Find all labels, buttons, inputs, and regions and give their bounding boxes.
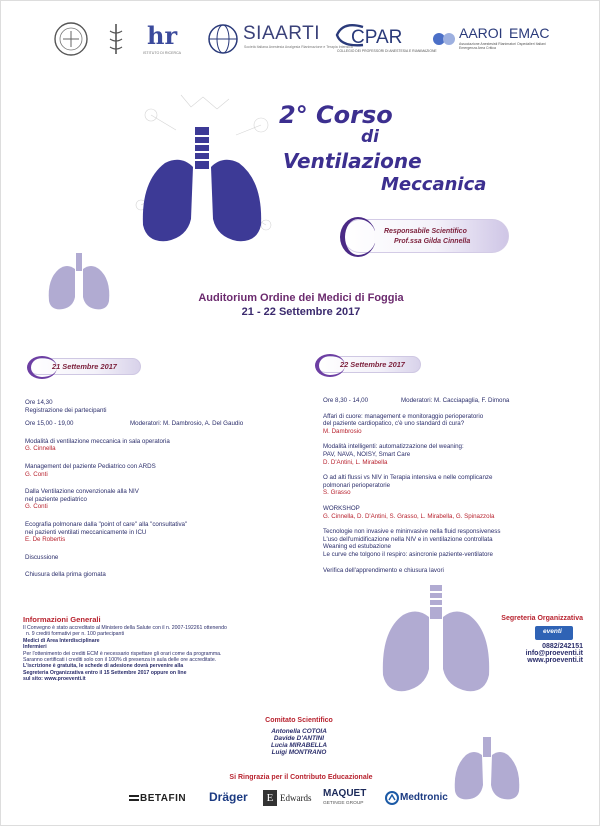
proeventi-logo-text: eventi [543,628,562,635]
segreteria-email[interactable]: info@proeventi.it [525,650,583,657]
course-title-line2: di [361,127,379,147]
comitato-member: Davide D'ANTINI [273,735,325,742]
cpar-logo-text: CPAR [351,27,403,48]
day2-program [323,397,593,574]
siaarti-logo-subtitle: Società Italiana Anestesia Analgesia Rianimazione e Terapia Intensiva [244,45,353,49]
comitato-heading: Comitato Scientifico [265,717,333,724]
course-title-line1: 2° Corso [279,101,393,129]
day2-item: WORKSHOP G. Cinnella, D. D'Antini, S. Grasso, L. Mirabella, G. Spinazzola [323,504,495,520]
hr-logo-subtitle: ISTITUTO DI RICERCA [143,51,182,55]
edwards-e-icon: E [263,790,277,806]
day2-date-pill [317,356,421,373]
responsabile-label: Responsabile Scientifico [384,228,467,235]
comitato-member: Antonella COTOIA [271,728,327,735]
sponsor-maquet-subtitle: GETINGE GROUP [323,801,364,806]
info-heading: Informazioni Generali [23,615,101,624]
day1-item: Ore 14,30 Registrazione dei partecipanti [25,399,107,414]
day2-item: Ore 8,30 - 14,00 Moderatori: M. Cacciapaglia, F. Dimona [323,397,510,404]
aaroi-logo-text: AAROI [459,25,503,41]
day1-date-pill [29,358,141,375]
day1-item: Ore 15,00 - 19,00 Moderatori: M. Dambrosio, A. Del Gaudio [25,420,244,428]
course-title-line4: Meccanica [381,174,487,195]
ordine-medici-seal-icon [53,21,89,57]
day1-item: Management del paziente Pediatrico con ARDS G. Conti [25,462,156,478]
large-lungs-right-icon [369,583,503,699]
day2-item: Tecnologie non invasive e mininvasive nella fluid responsiveness L'uso dell'umidificazione nella NIV e in ventilazione controllata Weaning ed estubazione Le curve che tolgono il respiro: asincronie paziente-ventilatore [323,528,501,558]
sponsor-medtronic: Medtronic [400,792,448,803]
siaarti-logo-text: SIAARTI [243,23,321,44]
comitato-scientifico [201,717,397,756]
siaarti-globe-icon [207,23,239,55]
hr-logo [141,19,191,59]
course-title-line3: Ventilazione [283,149,422,173]
segreteria [497,615,583,664]
segreteria-phone: 0882/242151 [542,643,583,650]
day1-item: Dalla Ventilazione convenzionale alla NIV nel paziente pediatrico G. Conti [25,488,139,511]
segreteria-heading: Segreteria Organizzativa [501,615,583,622]
day1-item: Modalità di ventilazione meccanica in sala operatoria G. Cinnella [25,437,170,453]
info-generali: Informazioni Generali Il Convegno è stato accreditato al Ministero della Salute con il n. 2007-192261 ottenendo n. 9 crediti formativi per n. 100 partecipanti Medici di Area Interdisciplinare Infermieri Per l'ottenimento dei crediti ECM è necessario rispettare gli orari come da programma. Saranno certificati i crediti solo con il 100% di presenza in aula delle ore accreditate. L'iscrizione è gratuita, le schede di adesione dovrà pervenire alla Segreteria Organizzativa entro il 15 Settembre 2017 oppure on line sul sito: www.proeventi.it [23,615,273,683]
caduceus-icon [105,21,127,57]
sponsor-drager: Dräger [209,790,248,804]
cpar-logo-subtitle: COLLEGIO DEI PROFESSORI DI ANESTESIA E RIANIMAZIONE [337,49,437,53]
comitato-member: Luigi MONTRANO [271,749,327,756]
sponsor-maquet: MAQUET [323,788,367,799]
sponsors-heading: Si Ringrazia per il Contributo Educazionale [229,774,373,781]
day2-item: Verifica dell'apprendimento e chiusura lavori [323,566,444,574]
segreteria-website[interactable]: www.proeventi.it [527,657,583,664]
day1-date-label: 21 Settembre 2017 [52,362,117,371]
day2-item: Modalità intelligenti: automatizzazione del weaning: PAV, NAVA, NOISY, Smart Care D. D'Antini, L. Mirabella [323,443,464,466]
day1-item: Discussione [25,553,59,561]
day1-program [25,399,295,579]
emac-logo-text: EMAC [509,25,550,41]
day1-item: Ecografia polmonare dalla "point of care" alla "consultativa" nei pazienti ventilati meccanicamente in ICU E. De Robertis [25,520,188,544]
sponsor-betafin: BETAFIN [129,793,186,804]
sponsor-edwards: Edwards [280,793,312,803]
aaroi-logo-subtitle: Associazione Anestesisti Rianimatori Ospedalieri Italiani Emergenza Area Critica [459,42,546,51]
day2-item: O ad alti flussi vs NIV in Terapia intensiva e nelle complicanze polmonari perioperatorie S. Grasso [323,474,493,497]
betafin-mark-icon [129,795,139,801]
responsabile-name: Prof.ssa Gilda Cinnella [394,238,471,245]
proeventi-logo [535,626,573,640]
lungs-illustration-icon [121,85,281,253]
venue-place: Auditorium Ordine dei Medici di Foggia [198,292,404,304]
day1-item: Chiusura della prima giornata [25,571,106,579]
medtronic-mark-icon [385,791,399,805]
responsabile-badge [343,219,509,253]
hr-logo-text: hr [147,21,178,50]
day2-item: Affari di cuore: management e monitoraggio perioperatorio del paziente cardiopatico, c'è uno standard di cura? M. Dambrosio [323,412,484,435]
day2-date-label: 22 Settembre 2017 [340,360,405,369]
aaroi-emblem-icon [431,25,457,53]
comitato-member: Lucia MIRABELLA [270,742,328,749]
logo-row [1,15,601,67]
sponsor-logos [129,787,469,811]
venue-dates: 21 - 22 Settembre 2017 [241,306,361,318]
